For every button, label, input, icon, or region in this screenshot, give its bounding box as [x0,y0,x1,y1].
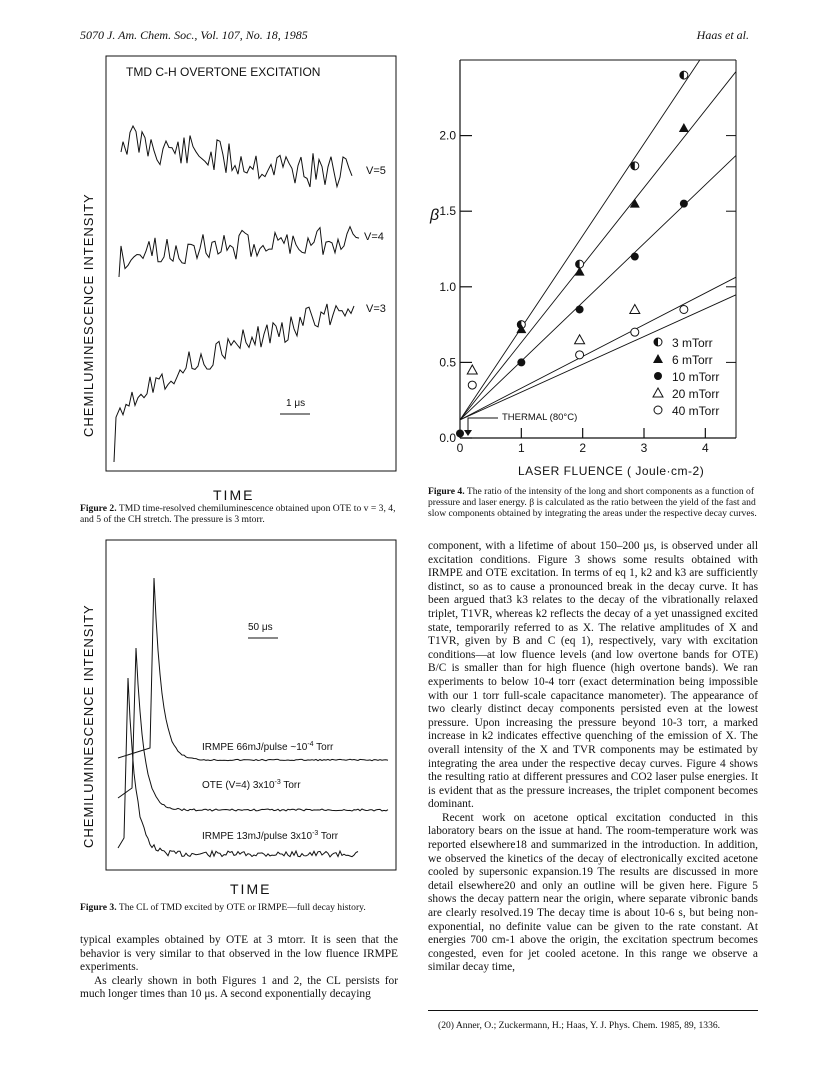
data-point [575,267,585,276]
paragraph-right-2: Recent work on acetone optical excitation conducted in this laboratory bears on the issue at hand. The room-temperature work was reported elsewhere18 and summarized in the introduction. In addition, we observed the kinetics of the decay of electronically excited acetone cooled by supersonic expansion.19 The results are discussed in more detail elsewhere20 and only an outline will be given here. Figure 5 shows the decay pattern near the origin, where separate vibronic bands are clearly resolved.19 The decay time is about 10-6 s, but being non-exponential, no definite value can be given to the rate constant. At energies 700 cm-1 above the origin, the excitation spectrum becomes congested, even for jet cooled acetone. In this range we observe a similar decay time, [428,811,758,974]
figure-2-frame [106,56,396,471]
thermal-arrowhead [464,430,472,436]
legend-label: 40 mTorr [672,404,720,418]
y-tick-label: 1.0 [439,279,456,294]
right-column-text [428,540,758,975]
data-point [631,253,639,261]
trace-v3 [114,304,354,462]
x-tick-label: 3 [640,441,648,455]
trace-irmpe-66 [118,578,388,761]
data-point [517,358,525,366]
y-tick-label: 1.5 [439,204,456,219]
legend-marker [653,388,663,397]
running-header-right: Haas et al. [696,28,749,42]
figure-3-xlabel: TIME [230,881,272,897]
data-point [576,351,584,359]
legend [653,336,719,418]
figure-3 [78,538,408,900]
data-point [468,381,476,389]
x-tick-label: 0 [456,441,464,455]
x-tick-label: 4 [701,441,709,455]
figure-3-caption: Figure 3. The CL of TMD excited by OTE or IRMPE—full decay history. [80,902,366,913]
paragraph-left-2: As clearly shown in both Figures 1 and 2, the CL persists for much longer times than 10 μs. A second exponentially decaying [80,974,398,1001]
footnote-rule [428,1010,758,1011]
data-point [576,305,584,313]
data-point [680,200,688,208]
legend-marker [654,372,662,380]
figure-3-scale-label: 50 μs [248,622,273,633]
legend-marker [654,406,662,414]
thermal-point [456,429,464,437]
legend-label: 10 mTorr [672,370,720,384]
figure-2-xlabel: TIME [213,487,255,502]
data-point [467,365,477,374]
legend-label: 20 mTorr [672,387,720,401]
legend-label: 3 mTorr [672,336,713,350]
data-point [630,304,640,313]
trace-label-ote: OTE (V=4) $3x10^{-3}$ Torr [202,779,301,791]
footnote: (20) Anner, O.; Zuckermann, H.; Haas, Y. J. Phys. Chem. 1985, 89, 1336. [438,1020,721,1031]
x-tick-label: 2 [579,441,587,455]
label-v5: V=5 [366,165,386,177]
data-point [631,328,639,336]
data-point [680,71,688,79]
trace-label-irmpe-66: IRMPE 66mJ/pulse $\sim 10^{-4}$ Torr [202,741,334,753]
figure-2-title: TMD C-H OVERTONE EXCITATION [126,65,321,79]
scale-bar-label: 1 μs [286,398,306,409]
label-v4: V=4 [364,231,384,243]
left-column-text [80,934,398,1002]
data-point [679,123,689,132]
y-tick-label: 2.0 [439,128,456,143]
y-axis-label: β [430,207,440,224]
data-point [575,335,585,344]
y-tick-label: 0.5 [439,355,456,370]
paragraph-left: typical examples obtained by OTE at 3 mtorr. It is seen that the behavior is very similar to that observed in the low fluence IRMPE experiments. [80,934,398,974]
data-point [680,305,688,313]
running-header-left: 5070 J. Am. Chem. Soc., Vol. 107, No. 18, 1985 [80,28,308,42]
trace-v4 [119,227,359,277]
thermal-label: THERMAL (80°C) [502,412,578,423]
figure-3-frame [106,540,396,870]
figure-2-ylabel: CHEMILUMINESCENCE INTENSITY [81,193,96,437]
y-tick-label: 0.0 [439,431,456,445]
x-tick-label: 1 [517,441,525,455]
figure-4-chart [418,52,758,482]
thermal-arrow [468,418,498,430]
legend-marker [653,354,663,363]
legend-label: 6 mTorr [672,353,713,367]
figure-4-caption: Figure 4. The ratio of the intensity of the long and short components as a function of pressure and laser energy. β is calculated as the ratio between the yield of the fast and slow components obtained by integrating the areas under the respective decay curves. [428,486,757,520]
legend-marker [654,338,662,346]
label-v3: V=3 [366,303,386,315]
data-point [631,162,639,170]
figure-2-caption: Figure 2. TMD time-resolved chemiluminescence obtained upon OTE to v = 3, 4, and 5 of the CH stretch. The pressure is 3 mtorr. [80,503,396,526]
paragraph-right: component, with a lifetime of about 150–200 μs, is observed under all excitation conditions. Figure 3 shows some results obtained with IRMPE and OTE excitation. In terms of eq 1, k2 and k3 are sufficiently distinct, so as to cause a pronounced break in the decay curve. It has been argued that3 k3 relates to the decay of the vibrationally relaxed triplet, T1VR, whereas k2 reflects the decay of a yet unassigned excited state, temporarily referred to as X. The relative amplitudes of X and T1VR, given by B and C (eq 1), respectively, vary with excitation conditions—at low fluence levels (and low overtone bands for OTE) B/C is smaller than for high fluence (high overtone bands). We ran experiments to below 10-4 torr (exact determination being impossible with our 1 torr full-scale capacitance manometer). The appearance of two clearly distinct decay components persisted even at the lowest pressure. Upon increasing the pressure beyond 10-3 torr, a marked increase in k2 indicates effective quenching of the emission of X. The overall intensity of the X and TVR components may be estimated by integrating the area under the respective decay curves. Figure 4 shows the resulting ratio at different pressures and CO2 laser pulse energies. It is evident that as the pressure increases, the triplet component becomes dominant. [428,540,758,811]
fit-line-1 [460,72,736,420]
trace-label-irmpe-13: IRMPE 13mJ/pulse $3x10^{-3}$ Torr [202,830,339,842]
x-axis-label: LASER FLUENCE ( Joule·cm-2) [518,464,705,478]
trace-v5 [121,126,352,187]
figure-2 [78,52,408,502]
figure-3-ylabel: CHEMILUMINESCENCE INTENSITY [81,604,96,848]
